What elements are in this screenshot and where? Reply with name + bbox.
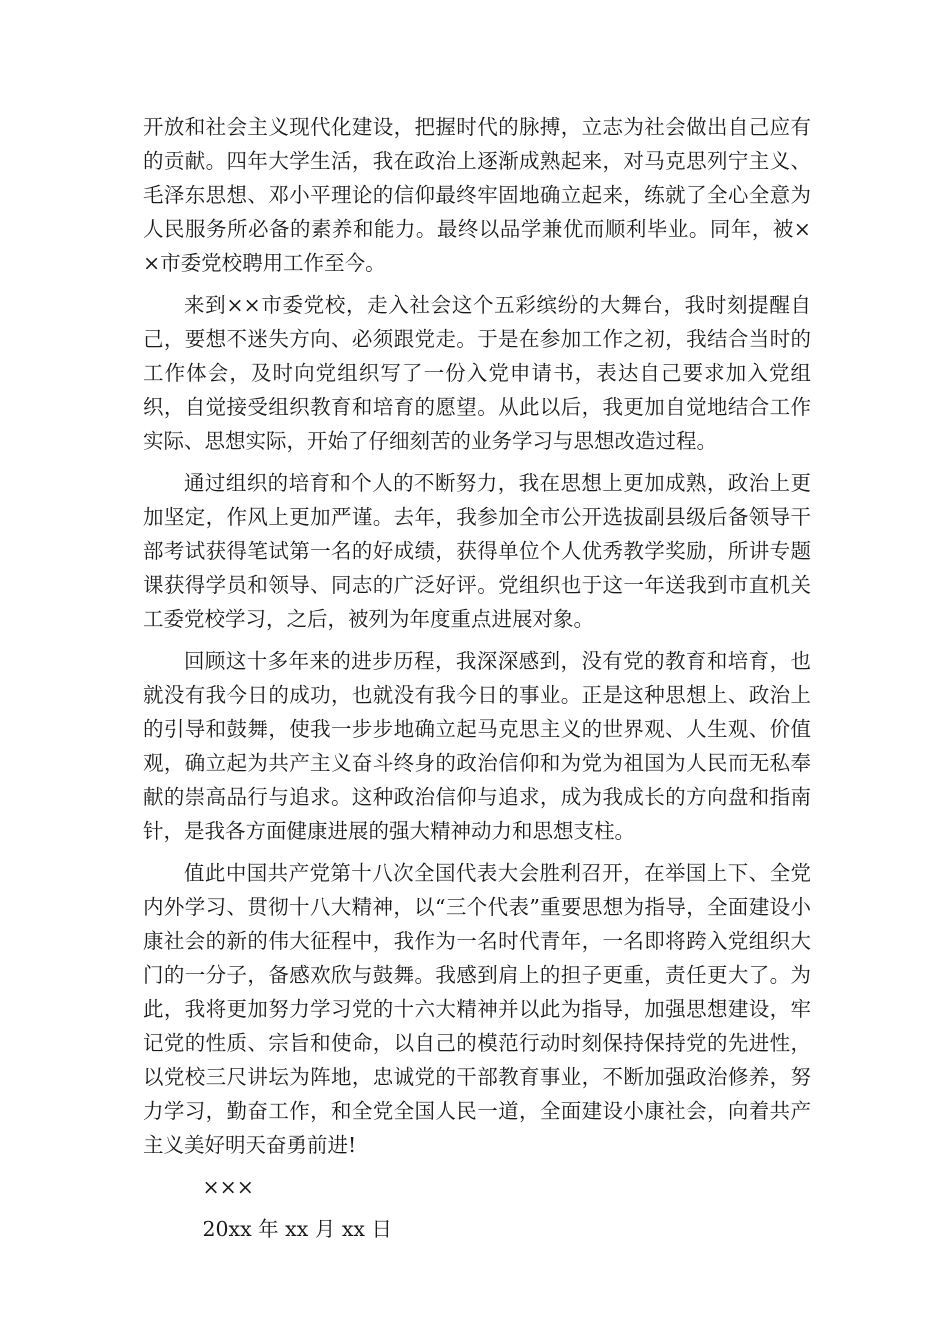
paragraph-4: 回顾这十多年来的进步历程，我深深感到，没有党的教育和培育，也就没有我今日的成功，也就没有我今日的事业。正是这种思想上、政治上的引导和鼓舞，使我一步步地确立起马克思主义的世界观、人生观、价值观，确立起为共产主义奋斗终身的政治信仰和为党为祖国为人民而无私奉献的崇高品行与追求。这种政治信仰与追求，成为我成长的方向盘和指南针，是我各方面健康进展的强大精神动力和思想支柱。 — [143, 649, 811, 843]
paragraph-3: 通过组织的培育和个人的不断努力，我在思想上更加成熟，政治上更加坚定，作风上更加严谨。去年，我参加全市公开选拔副县级后备领导干部考试获得笔试第一名的好成绩，获得单位个人优秀教学奖励，所讲专题课获得学员和领导、同志的广泛好评。党组织也于这一年送我到市直机关工委党校学习，之后，被列为年度重点进展对象。 — [143, 471, 811, 631]
letter-body — [143, 110, 811, 1246]
date-line: 20xx 年 xx 月 xx 日 — [202, 1217, 392, 1241]
paragraph-5: 值此中国共产党第十八次全国代表大会胜利召开，在举国上下、全党内外学习、贯彻十八大精神，以“三个代表”重要思想为指导，全面建设小康社会的新的伟大征程中，我作为一名时代青年，一名即将跨入党组织大门的一分子，备感欢欣与鼓舞。我感到肩上的担子更重，责任更大了。为此，我将更加努力学习党的十六大精神并以此为指导，加强思想建设，牢记党的性质、宗旨和使命，以自己的模范行动时刻保持保持党的先进性，以党校三尺讲坛为阵地，忠诚党的干部教育事业，不断加强政治修养，努力学习，勤奋工作，和全党全国人民一道，全面建设小康社会，向着共产主义美好明天奋勇前进! — [143, 861, 811, 1157]
signature: ××× — [202, 1175, 254, 1199]
paragraph-2: 来到××市委党校，走入社会这个五彩缤纷的大舞台，我时刻提醒自己，要想不迷失方向、必须跟党走。于是在参加工作之初，我结合当时的工作体会，及时向党组织写了一份入党申请书，表达自己要求加入党组织，自觉接受组织教育和培育的愿望。从此以后，我更加自觉地结合工作实际、思想实际，开始了仔细刻苦的业务学习与思想改造过程。 — [143, 293, 811, 453]
paragraph-1: 开放和社会主义现代化建设，把握时代的脉搏，立志为社会做出自己应有的贡献。四年大学生活，我在政治上逐渐成熟起来，对马克思列宁主义、毛泽东思想、邓小平理论的信仰最终牢固地确立起来，练就了全心全意为人民服务所必备的素养和能力。最终以品学兼优而顺利毕业。同年，被××市委党校聘用工作至今。 — [143, 115, 811, 275]
